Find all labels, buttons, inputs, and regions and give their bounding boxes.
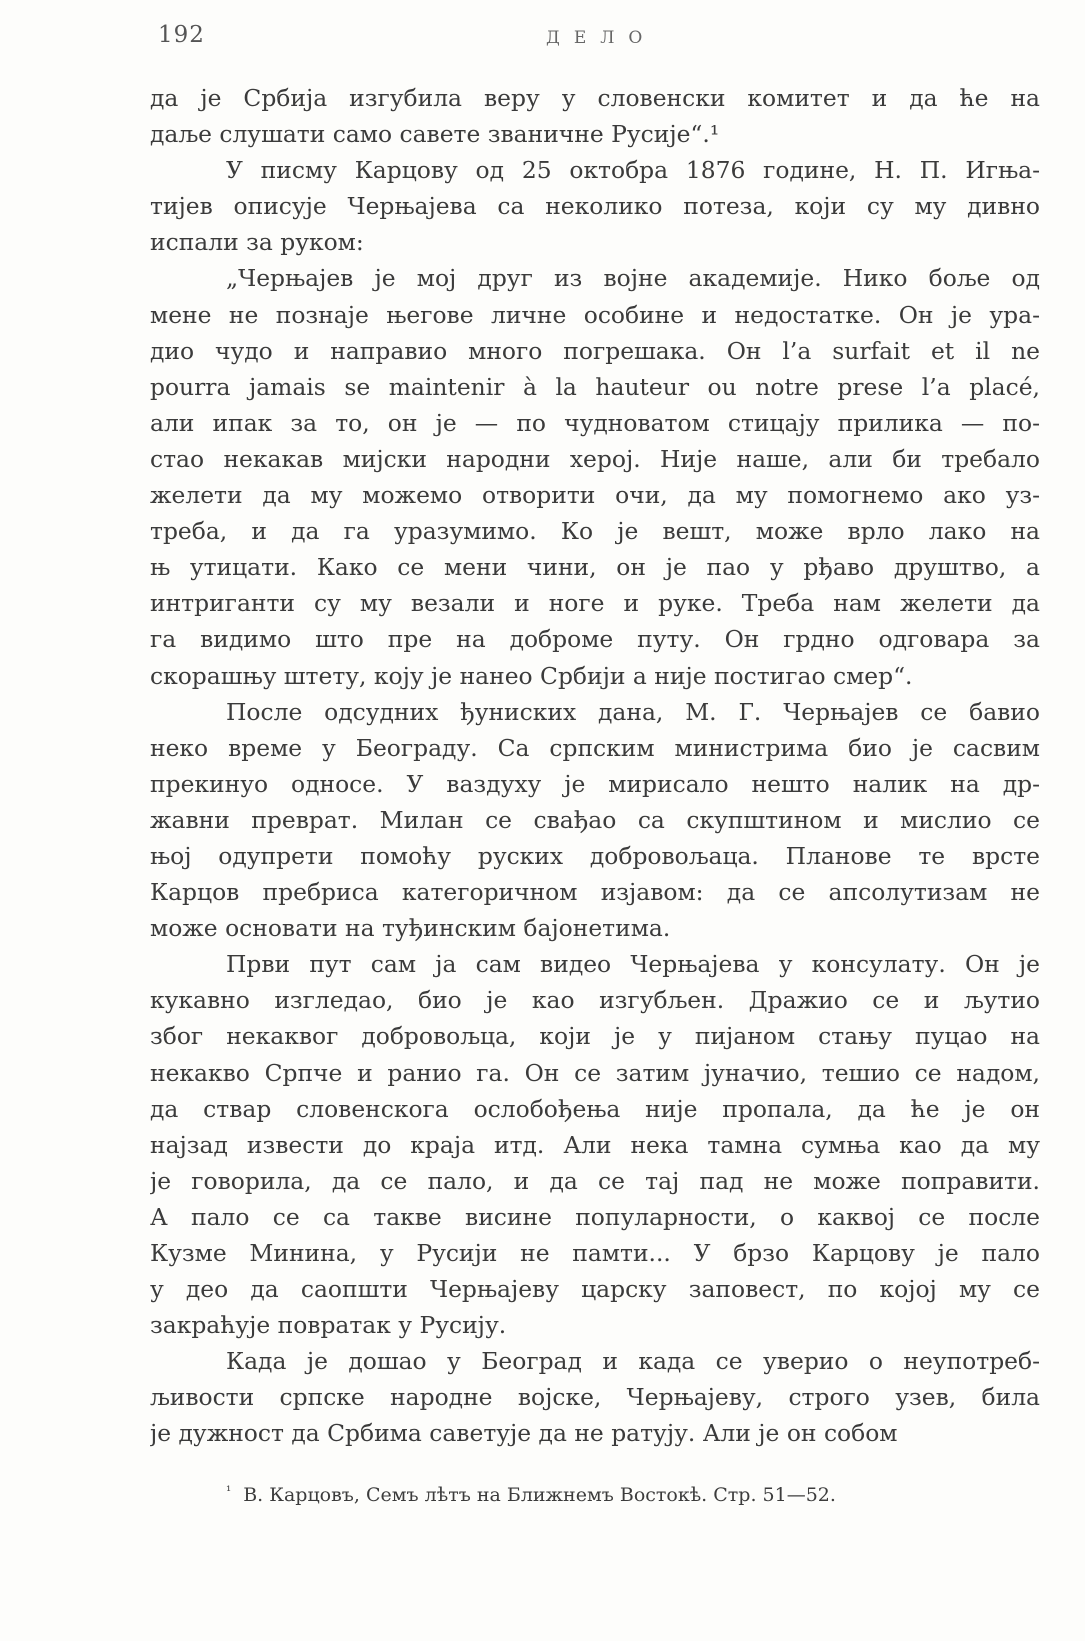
running-title: ДЕЛО — [546, 28, 657, 48]
text-line: у део да саопшти Черњајеву царску заповест, по којој му се — [150, 1275, 1040, 1304]
text-line: али ипак за то, он је — по чудноватом стицају прилика — по- — [150, 408, 1040, 437]
footnote-marker: ¹ — [226, 1484, 232, 1499]
text-line: га видимо што пре на доброме путу. Он грдно одговара за — [150, 625, 1040, 654]
paragraph — [150, 260, 1040, 693]
text-line: мене не познаје његове личне особине и недостатке. Он је ура- — [150, 300, 1040, 329]
text-line: прекинуо односе. У ваздуху је мирисало нешто налик на др- — [150, 769, 1040, 798]
text-line: некакво Српче и ранио га. Он се затим јуначио, тешио се надом, — [150, 1058, 1040, 1087]
text-line: љивости српске народне војске, Черњајеву, строго узев, била — [150, 1383, 1040, 1412]
text-line: да ствар словенскога ослобођења није пропала, да ће је он — [150, 1094, 1040, 1123]
body-text — [150, 80, 1040, 1452]
text-line: желети да му можемо отворити очи, да му помогнемо ако уз- — [150, 481, 1040, 510]
text-line: жавни преврат. Милан се свађао са скупштином и мислио се — [150, 805, 1040, 834]
text-line: У писму Карцову од 25 октобра 1876 године, Н. П. Игња- — [226, 156, 1040, 185]
text-line: Карцов пребриса категоричном изјавом: да се апсолутизам не — [150, 878, 1040, 907]
paragraph — [150, 152, 1040, 260]
paragraph — [150, 694, 1040, 947]
paragraph — [150, 946, 1040, 1343]
text-line: дио чудо и направио много погрешака. Он l’a surfait et il ne — [150, 336, 1040, 365]
text-line: кукавно изгледао, био је као изгубљен. Дражио се и љутио — [150, 986, 1040, 1015]
text-line: неко време у Београду. Са српским министрима био је сасвим — [150, 733, 1040, 762]
text-line: због некаквог добровољца, који је у пијаном стању пуцао на — [150, 1022, 1040, 1051]
text-line: испали за руком: — [150, 228, 364, 257]
footnote — [226, 1484, 836, 1506]
text-line: Први пут сам ја сам видео Черњајева у консулату. Он је — [226, 950, 1040, 979]
text-line: најзад извести до краја итд. Али нека тамна сумња као да му — [150, 1130, 1040, 1159]
text-line: А пало се са такве висине популарности, о каквој се после — [150, 1202, 1040, 1231]
text-line: pourra jamais se maintenir à la hauteur ou notre prese l’a placé, — [150, 372, 1040, 401]
text-line: може основати на туђинским бајонетима. — [150, 914, 671, 943]
text-line: њ утицати. Како се мени чини, он је пао у рђаво друштво, а — [150, 553, 1040, 582]
text-line: интриганти су му везали и ноге и руке. Треба нам желети да — [150, 589, 1040, 618]
text-line: стао некакав мијски народни херој. Није наше, али би требало — [150, 444, 1040, 473]
paragraph — [150, 80, 1040, 152]
footnote-text: В. Карцовъ, Семъ лѣтъ на Ближнемъ Востокѣ. Стр. 51—52. — [243, 1484, 836, 1506]
text-line: је говорила, да се пало, и да се тај пад не може поправити. — [150, 1166, 1040, 1195]
page-number: 192 — [158, 22, 205, 48]
text-line: тијев описује Черњајева са неколико потеза, који су му дивно — [150, 192, 1040, 221]
text-line: даље слушати само савете званичне Русије“.¹ — [150, 120, 720, 149]
text-line: После одсудних ђуниских дана, М. Г. Черњајев се бавио — [226, 697, 1040, 726]
text-line: треба, и да га уразумимо. Ко је вешт, може врло лако на — [150, 517, 1040, 546]
text-line: скорашњу штету, коју је нанео Србији а није постигао смер“. — [150, 661, 913, 690]
text-line: да је Србија изгубила веру у словенски комитет и да ће на — [150, 84, 1040, 112]
text-line: је дужност да Србима саветује да не ратују. Али је он собом — [150, 1419, 898, 1448]
text-line: њој одупрети помоћу руских добровољаца. Планове те врсте — [150, 841, 1040, 870]
text-line: закраћује повратак у Русију. — [150, 1311, 507, 1340]
paragraph — [150, 1343, 1040, 1451]
text-line: Кузме Минина, у Русији не памти... У брзо Карцову је пало — [150, 1239, 1040, 1267]
page-header — [158, 22, 1038, 62]
text-line: „Черњајев је мој друг из војне академије. Нико боље од — [226, 264, 1040, 293]
text-line: Када је дошао у Београд и када се уверио о неупотреб- — [226, 1347, 1040, 1376]
